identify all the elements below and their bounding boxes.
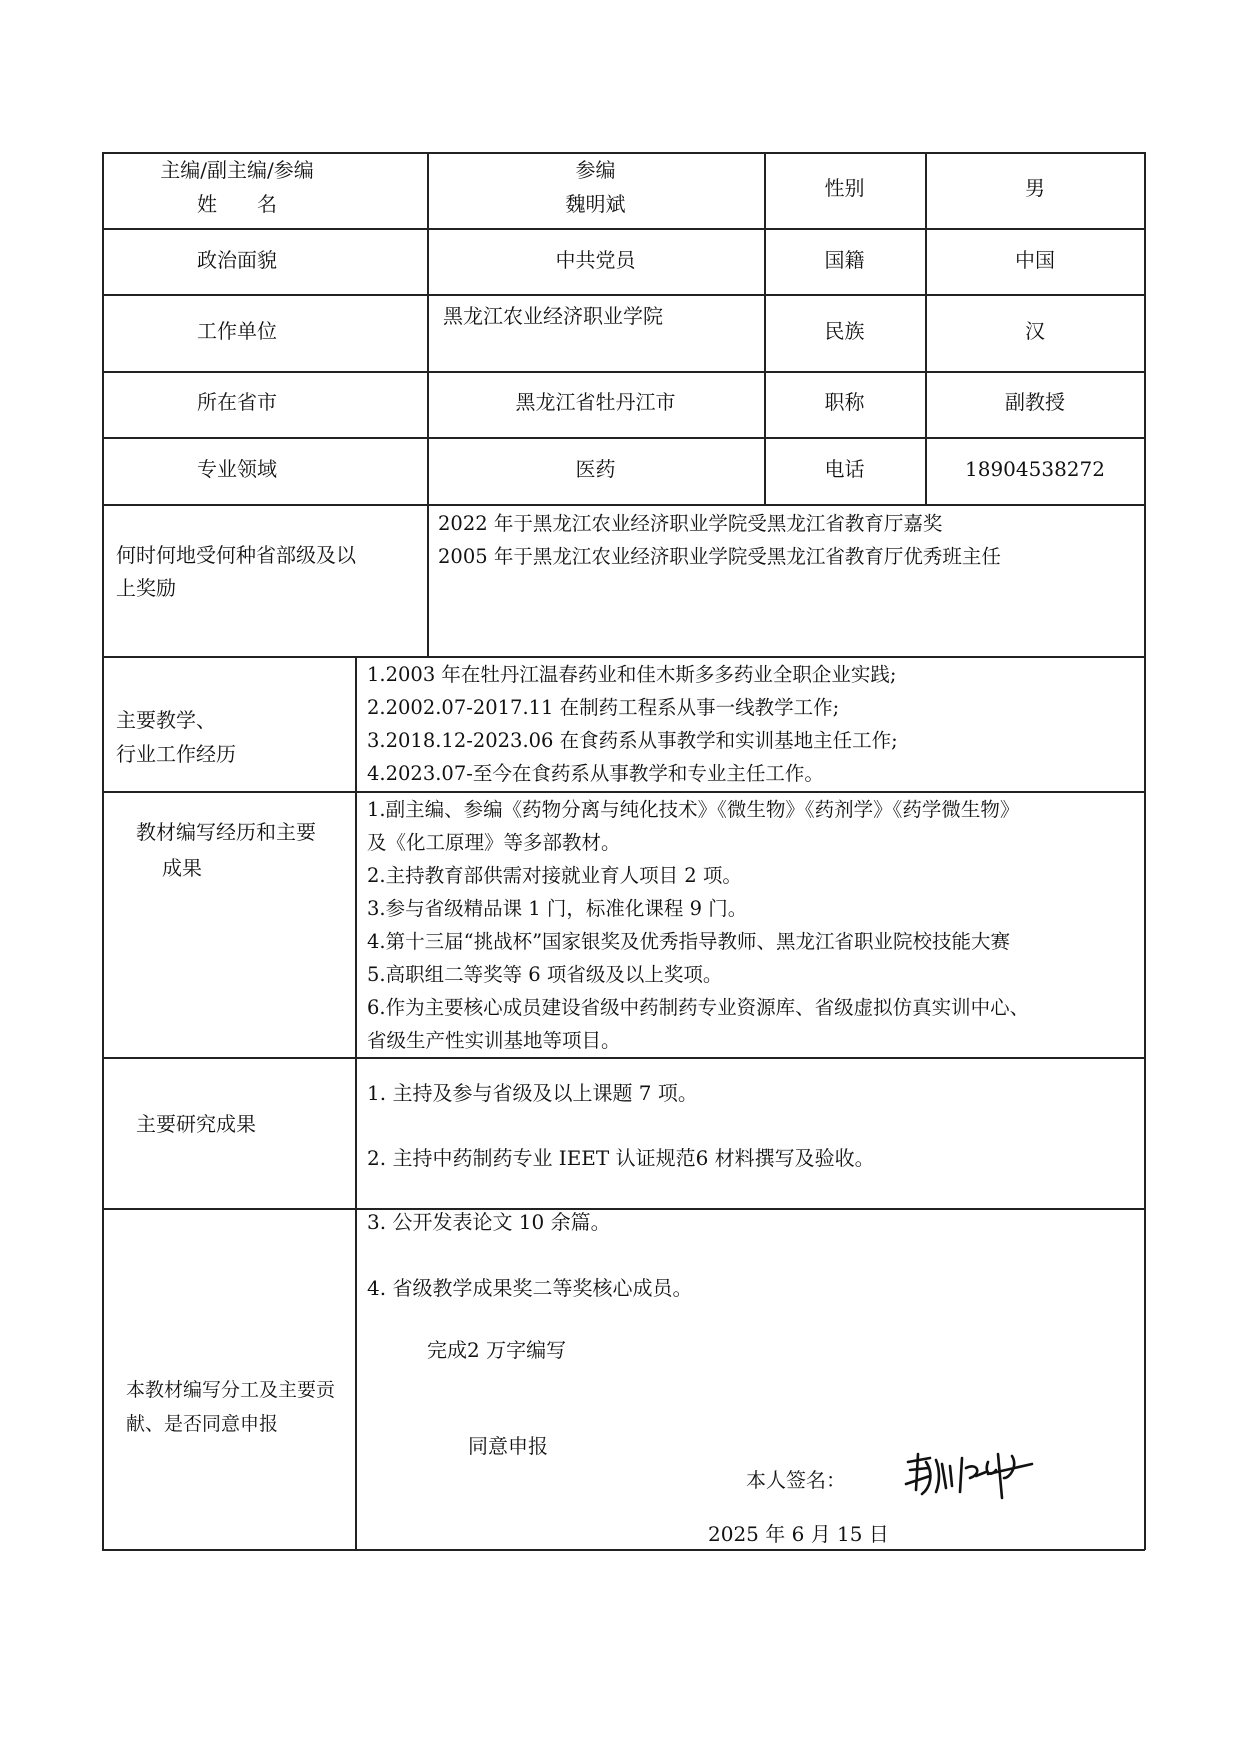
research-item: 2. 主持中药制药专业 IEET 认证规范6 材料撰写及验收。 — [367, 1146, 875, 1170]
textbook-item: 6.作为主要核心成员建设省级中药制药专业资源库、省级虚拟仿真实训中心、 — [367, 996, 1030, 1019]
research-label: 主要研究成果 — [136, 1112, 256, 1136]
textbook-item: 2.主持教育部供需对接就业育人项目 2 项。 — [367, 864, 742, 887]
field-value: 医药 — [575, 457, 616, 481]
row-divider — [102, 1057, 1145, 1059]
name-value: 魏明斌 — [565, 192, 626, 216]
award-item: 2022 年于黑龙江农业经济职业学院受黑龙江省教育厅嘉奖 — [438, 512, 943, 535]
research-item: 1. 主持及参与省级及以上课题 7 项。 — [367, 1081, 698, 1105]
table-border — [1144, 152, 1146, 1550]
city-label: 所在省市 — [197, 390, 277, 414]
contribution-label: 本教材编写分工及主要贡 — [126, 1379, 336, 1401]
handwritten-signature — [900, 1448, 1040, 1500]
textbook-item: 及《化工原理》等多部教材。 — [367, 831, 621, 854]
experience-item: 3.2018.12-2023.06 在食药系从事教学和实训基地主任工作; — [367, 729, 898, 752]
textbooks-list — [367, 793, 1029, 1057]
row-divider — [102, 504, 1145, 506]
table-border — [102, 152, 104, 1550]
work-description: 完成2 万字编写 — [427, 1338, 567, 1362]
title-label: 职称 — [824, 390, 865, 414]
experience-list — [367, 658, 898, 790]
contribution-label-cont: 献、是否同意申报 — [126, 1413, 279, 1435]
table-border — [102, 1549, 1145, 1551]
textbook-item: 1.副主编、参编《药物分离与纯化技术》《微生物》《药剂学》《药学微生物》 — [367, 798, 1020, 821]
editor-role-label: 主编/副主编/参编 — [160, 158, 314, 182]
row-divider — [102, 371, 1145, 373]
gender-label: 性别 — [824, 176, 865, 200]
experience-label: 主要教学、 — [116, 708, 216, 732]
award-item: 2005 年于黑龙江农业经济职业学院受黑龙江省教育厅优秀班主任 — [438, 545, 1001, 568]
awards-label: 何时何地受何种省部级及以 — [116, 543, 356, 567]
nationality-label: 国籍 — [824, 248, 865, 272]
employer-label: 工作单位 — [197, 319, 277, 343]
row-divider — [102, 294, 1145, 296]
textbooks-label: 教材编写经历和主要 — [136, 820, 316, 844]
title-value: 副教授 — [1005, 390, 1065, 414]
row-divider — [102, 437, 1145, 439]
ethnicity-value: 汉 — [1025, 319, 1045, 343]
role-value: 参编 — [575, 158, 616, 182]
research-item: 3. 公开发表论文 10 余篇。 — [367, 1210, 611, 1234]
textbook-item: 省级生产性实训基地等项目。 — [367, 1029, 621, 1052]
city-value: 黑龙江省牡丹江市 — [515, 390, 676, 414]
textbook-item: 5.高职组二等奖等 6 项省级及以上奖项。 — [367, 963, 723, 986]
agree-statement: 同意申报 — [468, 1434, 548, 1458]
table-border — [102, 152, 1145, 154]
textbook-item: 3.参与省级精品课 1 门，标准化课程 9 门。 — [367, 897, 748, 920]
textbooks-label-cont: 成果 — [162, 856, 202, 880]
politics-value: 中共党员 — [555, 248, 636, 272]
row-divider — [102, 1208, 1145, 1210]
gender-value: 男 — [1025, 176, 1045, 200]
experience-label-cont: 行业工作经历 — [116, 742, 236, 766]
awards-label-cont: 上奖励 — [116, 576, 176, 600]
research-item: 4. 省级教学成果奖二等奖核心成员。 — [367, 1276, 693, 1300]
ethnicity-label: 民族 — [824, 319, 865, 343]
phone-label: 电话 — [824, 457, 865, 481]
experience-item: 4.2023.07-至今在食药系从事教学和专业主任工作。 — [367, 762, 824, 785]
row-divider — [102, 228, 1145, 230]
signature-date: 2025 年 6 月 15 日 — [708, 1522, 889, 1546]
experience-item: 2.2002.07-2017.11 在制药工程系从事一线教学工作; — [367, 696, 840, 719]
experience-item: 1.2003 年在牡丹江温春药业和佳木斯多多药业全职企业实践; — [367, 663, 897, 686]
politics-label: 政治面貌 — [197, 248, 277, 272]
phone-value: 18904538272 — [965, 457, 1105, 481]
employer-value: 黑龙江农业经济职业学院 — [443, 304, 663, 328]
name-label: 姓 名 — [197, 192, 277, 216]
textbook-item: 4.第十三届“挑战杯”国家银奖及优秀指导教师、黑龙江省职业院校技能大赛 — [367, 930, 1011, 953]
awards-list — [438, 507, 1001, 573]
field-label: 专业领域 — [197, 457, 277, 481]
signature-label: 本人签名： — [746, 1468, 846, 1492]
column-divider — [355, 656, 357, 1549]
nationality-value: 中国 — [1015, 248, 1055, 272]
